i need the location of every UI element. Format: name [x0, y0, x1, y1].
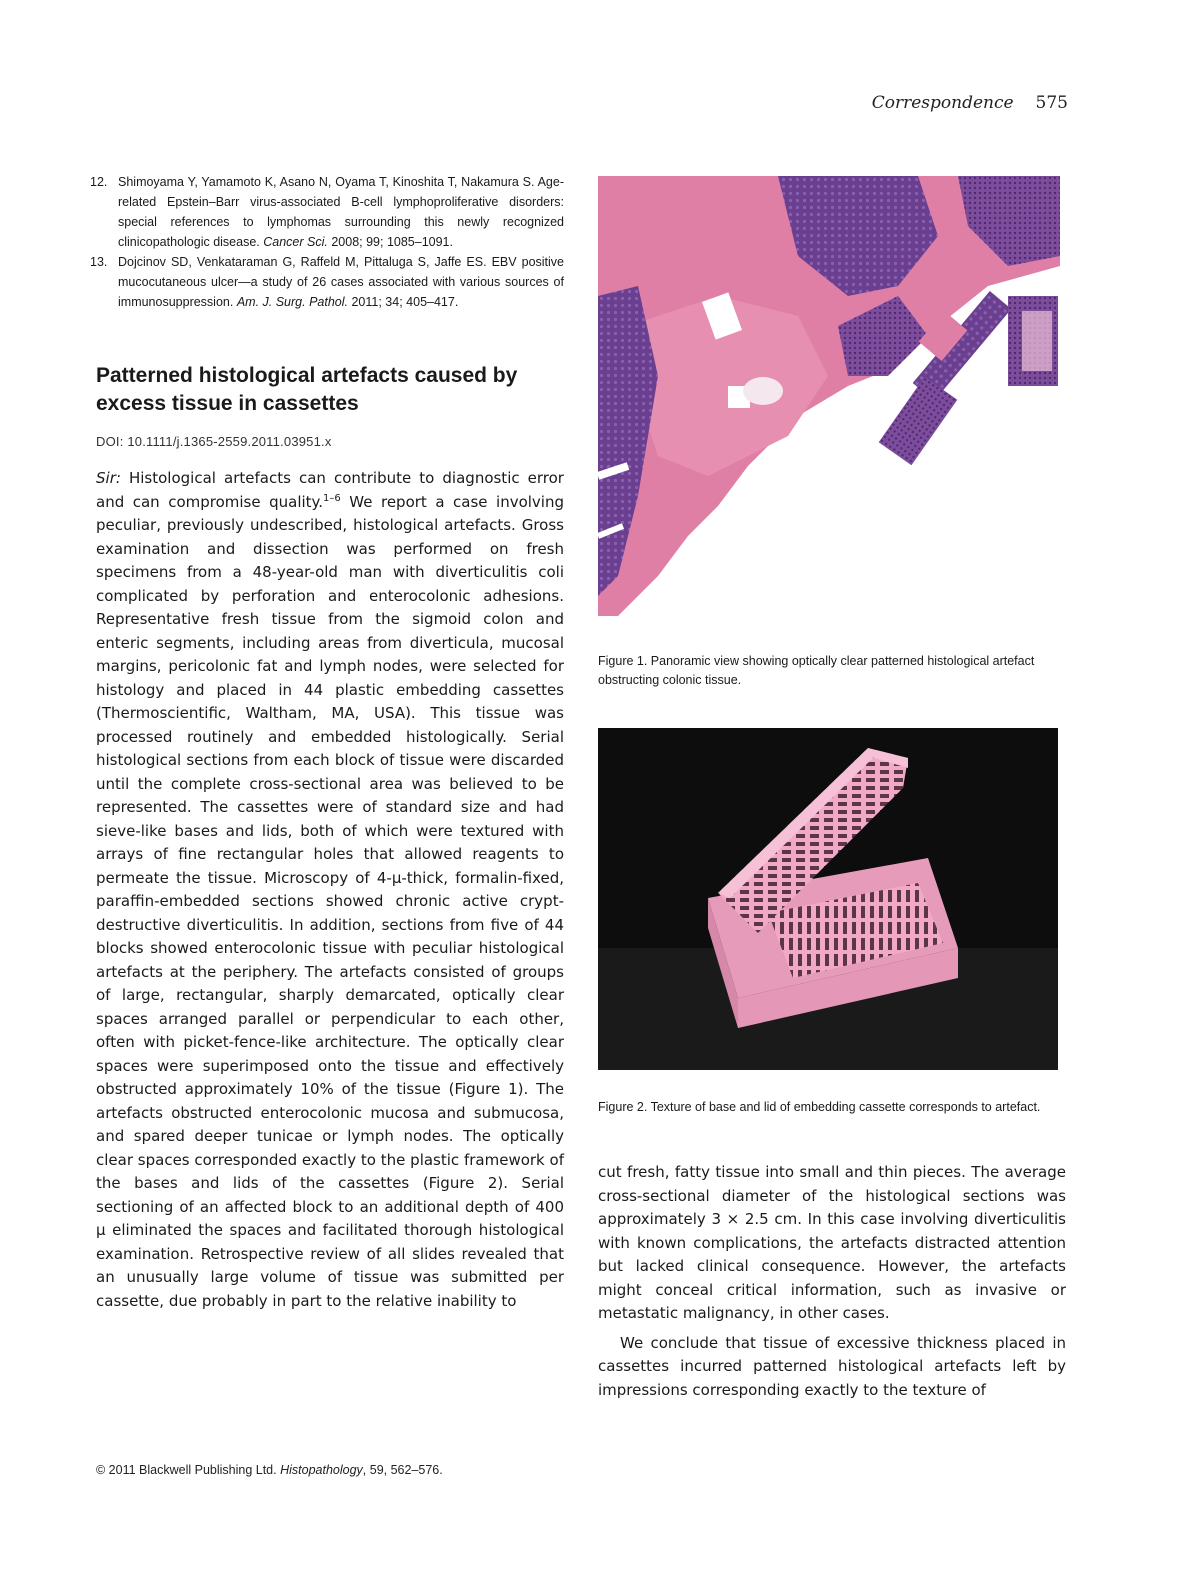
- doi: DOI: 10.1111/j.1365-2559.2011.03951.x: [96, 434, 332, 449]
- reference-item: [90, 172, 564, 252]
- body-paragraph-continued: cut fresh, fatty tissue into small and thin pieces. The average cross-sectional diameter of the histological sections was approximately 3 × 2.5 cm. In this case involving diverticulitis with known complications, the artefacts distracted attention but lacked clinical consequence. However, the artefacts might conceal critical information, such as invasive or metastatic malignancy, in other cases.: [598, 1163, 1066, 1322]
- right-column: [598, 176, 1066, 1402]
- running-header: [872, 93, 1068, 113]
- body-text: We report a case involving peculiar, previously undescribed, histological artefacts. Gross examination and dissection was performed on fresh specimens from a 48-year-old man with diverticulitis coli complicated by perforation and enterocolonic adhesions. Representative fresh tissue from the sigmoid colon and enteric segments, including areas from diverticula, mucosal margins, pericolonic fat and lymph nodes, were selected for histology and placed in 44 plastic embedding cassettes (Thermoscientific, Waltham, MA, USA). This tissue was processed routinely and embedded histologically. Serial histological sections from each block of tissue were discarded until the complete cross-sectional area was believed to be represented. The cassettes were of standard size and had sieve-like bases and lids, both of which were textured with arrays of fine rectangular holes that allowed reagents to permeate the tissue. Microscopy of 4-μ-thick, formalin-fixed, paraffin-embedded sections showed chronic active crypt-destructive diverticulitis. In addition, sections from five of 44 blocks showed enterocolonic tissue with peculiar histological artefacts at the periphery. The artefacts consisted of groups of large, rectangular, sharply demarcated, optically clear spaces arranged parallel or perpendicular to each other, often with picket-fence-like architecture. The optically clear spaces were superimposed onto the tissue and effectively obstructed approximately 10% of the tissue (Figure 1). The artefacts obstructed enterocolonic mucosa and submucosa, and spared deeper tunicae or lymph nodes. The optically clear spaces corresponded exactly to the plastic framework of the bases and lids of the cassettes (Figure 2). Serial sectioning of an affected block to an additional depth of 400 μ eliminated the spaces and facilitated thorough histological examination. Retrospective review of all slides revealed that an unusually large volume of tissue was submitted per cassette, due probably in part to the relative inability to: [96, 492, 564, 1310]
- copyright: © 2011 Blackwell Publishing Ltd.: [96, 1463, 277, 1477]
- section-title: Correspondence: [871, 93, 1014, 113]
- footer-cite: , 59, 562–576.: [362, 1463, 443, 1477]
- body-text: Histological artefacts can contribute to diagnostic error and can compromise quality.: [96, 469, 564, 511]
- page-number: 575: [1035, 93, 1068, 113]
- figure-2-caption: Figure 2. Texture of base and lid of embedding cassette corresponds to artefact.: [598, 1100, 1041, 1114]
- salutation: Sir:: [96, 469, 121, 487]
- reference-journal: Am. J. Surg. Pathol.: [236, 295, 348, 309]
- reference-number: 13.: [90, 255, 108, 269]
- reference-number: 12.: [90, 175, 108, 189]
- article-title: Patterned histological artefacts caused by excess tissue in cassettes: [96, 364, 518, 415]
- histology-illustration: [598, 176, 1060, 616]
- citation-superscript: 1–6: [323, 492, 341, 504]
- body-paragraph: [96, 467, 564, 1313]
- figure-2-cassette-photo: [598, 728, 1058, 1070]
- footer-journal: Histopathology: [280, 1463, 363, 1477]
- page-footer: [96, 1463, 443, 1477]
- reference-item: [90, 252, 564, 312]
- reference-journal: Cancer Sci.: [263, 235, 328, 249]
- reference-text: Shimoyama Y, Yamamoto K, Asano N, Oyama T, Kinoshita T, Nakamura S. Age-related Epstein–Barr virus-associated B-cell lymphoproliferative disorders: special references to lymphomas surrounding this newly recognized clinicopathologic disease.: [118, 175, 564, 249]
- figure-1-histology-image: [598, 176, 1060, 616]
- body-paragraph: We conclude that tissue of excessive thickness placed in cassettes incurred patterned histological artefacts left by impressions corresponding exactly to the texture of: [598, 1333, 1066, 1399]
- reference-text: Dojcinov SD, Venkataraman G, Raffeld M, Pittaluga S, Jaffe ES. EBV positive mucocutaneous ulcer—a study of 26 cases associated with various sources of immunosuppression.: [118, 255, 564, 309]
- cassette-illustration: [598, 728, 1058, 1070]
- reference-cite: 2011; 34; 405–417.: [351, 295, 459, 309]
- left-column: [90, 172, 564, 1313]
- reference-cite: 2008; 99; 1085–1091.: [331, 235, 453, 249]
- figure-1-caption: Figure 1. Panoramic view showing optically clear patterned histological artefact obstructing colonic tissue.: [598, 654, 1035, 687]
